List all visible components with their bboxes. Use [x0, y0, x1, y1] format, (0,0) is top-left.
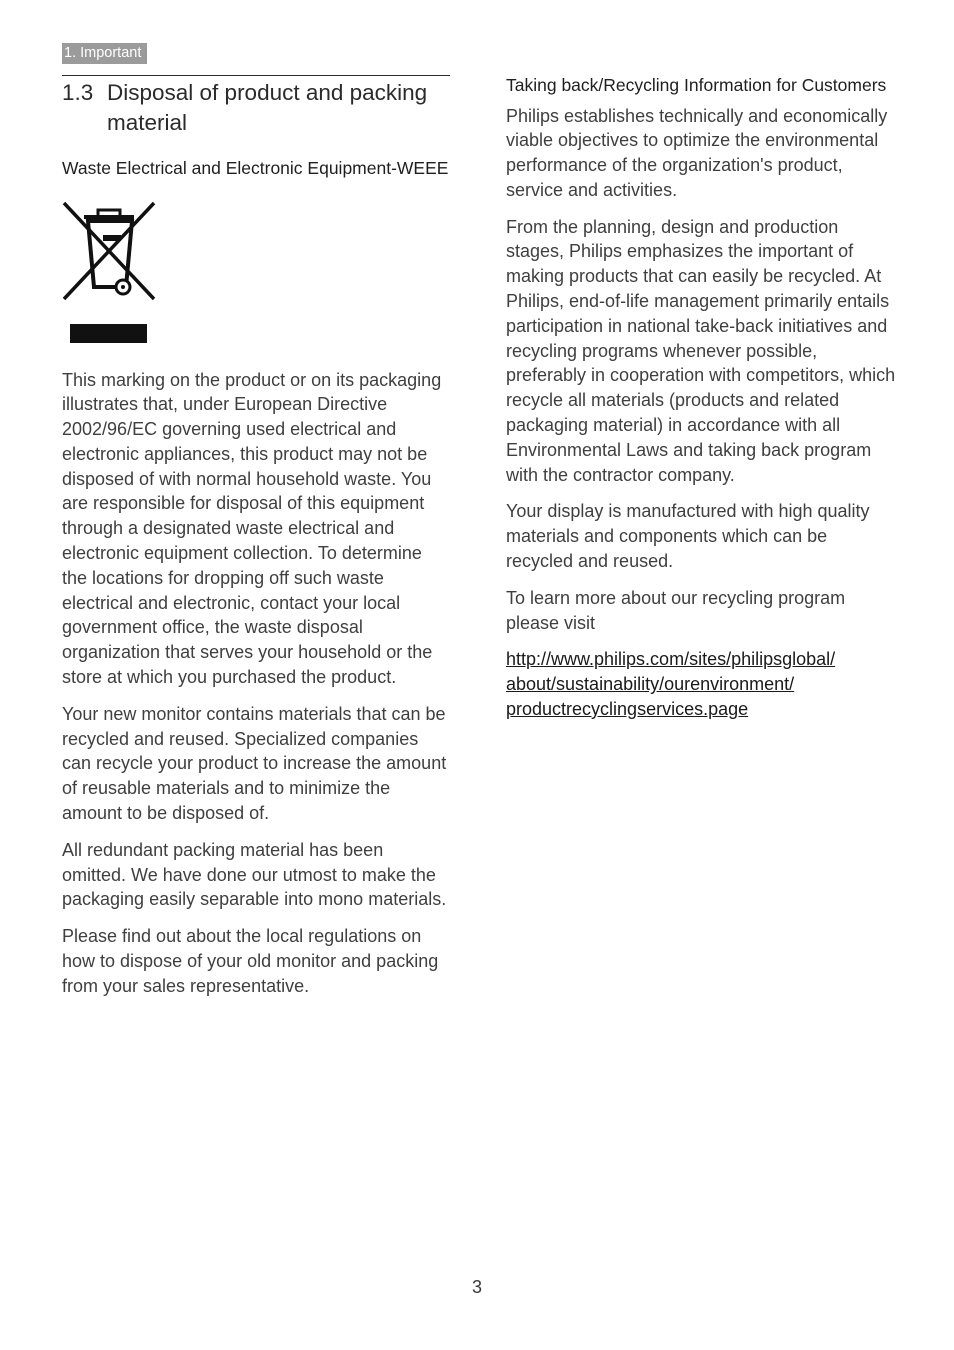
- left-paragraph-4: Please find out about the local regulations on how to dispose of your old monitor and packing from your sales representative.: [62, 926, 439, 996]
- weee-heading: Waste Electrical and Electronic Equipment-WEEE: [62, 158, 449, 178]
- left-paragraph-2: Your new monitor contains materials that can be recycled and reused. Specialized companies can recycle your product to increase the amount of reusable materials and to minimize the amount to be disposed of.: [62, 703, 447, 824]
- left-paragraph-1: This marking on the product or on its packaging illustrates that, under European Directive 2002/96/EC governing used electrical and electronic appliances, this product may not be disposed of with normal household waste. You are responsible for disposal of this equipment through a designated waste electrical and electronic equipment collection. To determine the locations for dropping off such waste electrical and electronic, contact your local government office, the waste disposal organization that serves your household or the store at which you purchased the product.: [62, 369, 442, 688]
- recycling-link-line-1[interactable]: http://www.philips.com/sites/philipsglobal/: [506, 649, 836, 670]
- recycling-link-line-3[interactable]: productrecyclingservices.page: [506, 699, 749, 720]
- right-paragraph-1: Philips establishes technically and economically viable objectives to optimize the environmental performance of the organization's product, service and activities.: [506, 105, 888, 200]
- section-number: 1.3: [62, 80, 94, 105]
- left-paragraph-3: All redundant packing material has been omitted. We have done our utmost to make the packaging easily separable into mono materials.: [62, 839, 447, 910]
- right-paragraph-3: Your display is manufactured with high quality materials and components which can be recycled and reused.: [506, 501, 870, 572]
- weee-symbol: [62, 201, 162, 346]
- crossed-out-wheelie-bin-icon: [62, 201, 158, 305]
- right-paragraph-4: To learn more about our recycling program please visit: [506, 587, 846, 633]
- page-number: 3: [471, 1277, 482, 1297]
- recycling-link-line-2[interactable]: about/sustainability/ourenvironment/: [506, 674, 795, 695]
- left-column: [62, 75, 450, 1011]
- recycling-heading: Taking back/Recycling Information for Customers: [506, 75, 887, 95]
- weee-underline-bar: [70, 324, 147, 343]
- right-column: [506, 73, 898, 722]
- chapter-tab: 1. Important: [62, 43, 147, 64]
- section-heading: Disposal of product and packing material: [107, 80, 428, 135]
- section-title: [62, 75, 450, 138]
- right-paragraph-2: From the planning, design and production stages, Philips emphasizes the important of making products that can easily be recycled. At Philips, end-of-life management primarily entails participation in national take-back initiatives and recycling programs whenever possible, preferably in cooperation with competitors, which recycle all materials (products and related packaging material) in accordance with all Environmental Laws and taking back program with the contractor company.: [506, 216, 896, 485]
- recycling-link[interactable]: [506, 647, 898, 721]
